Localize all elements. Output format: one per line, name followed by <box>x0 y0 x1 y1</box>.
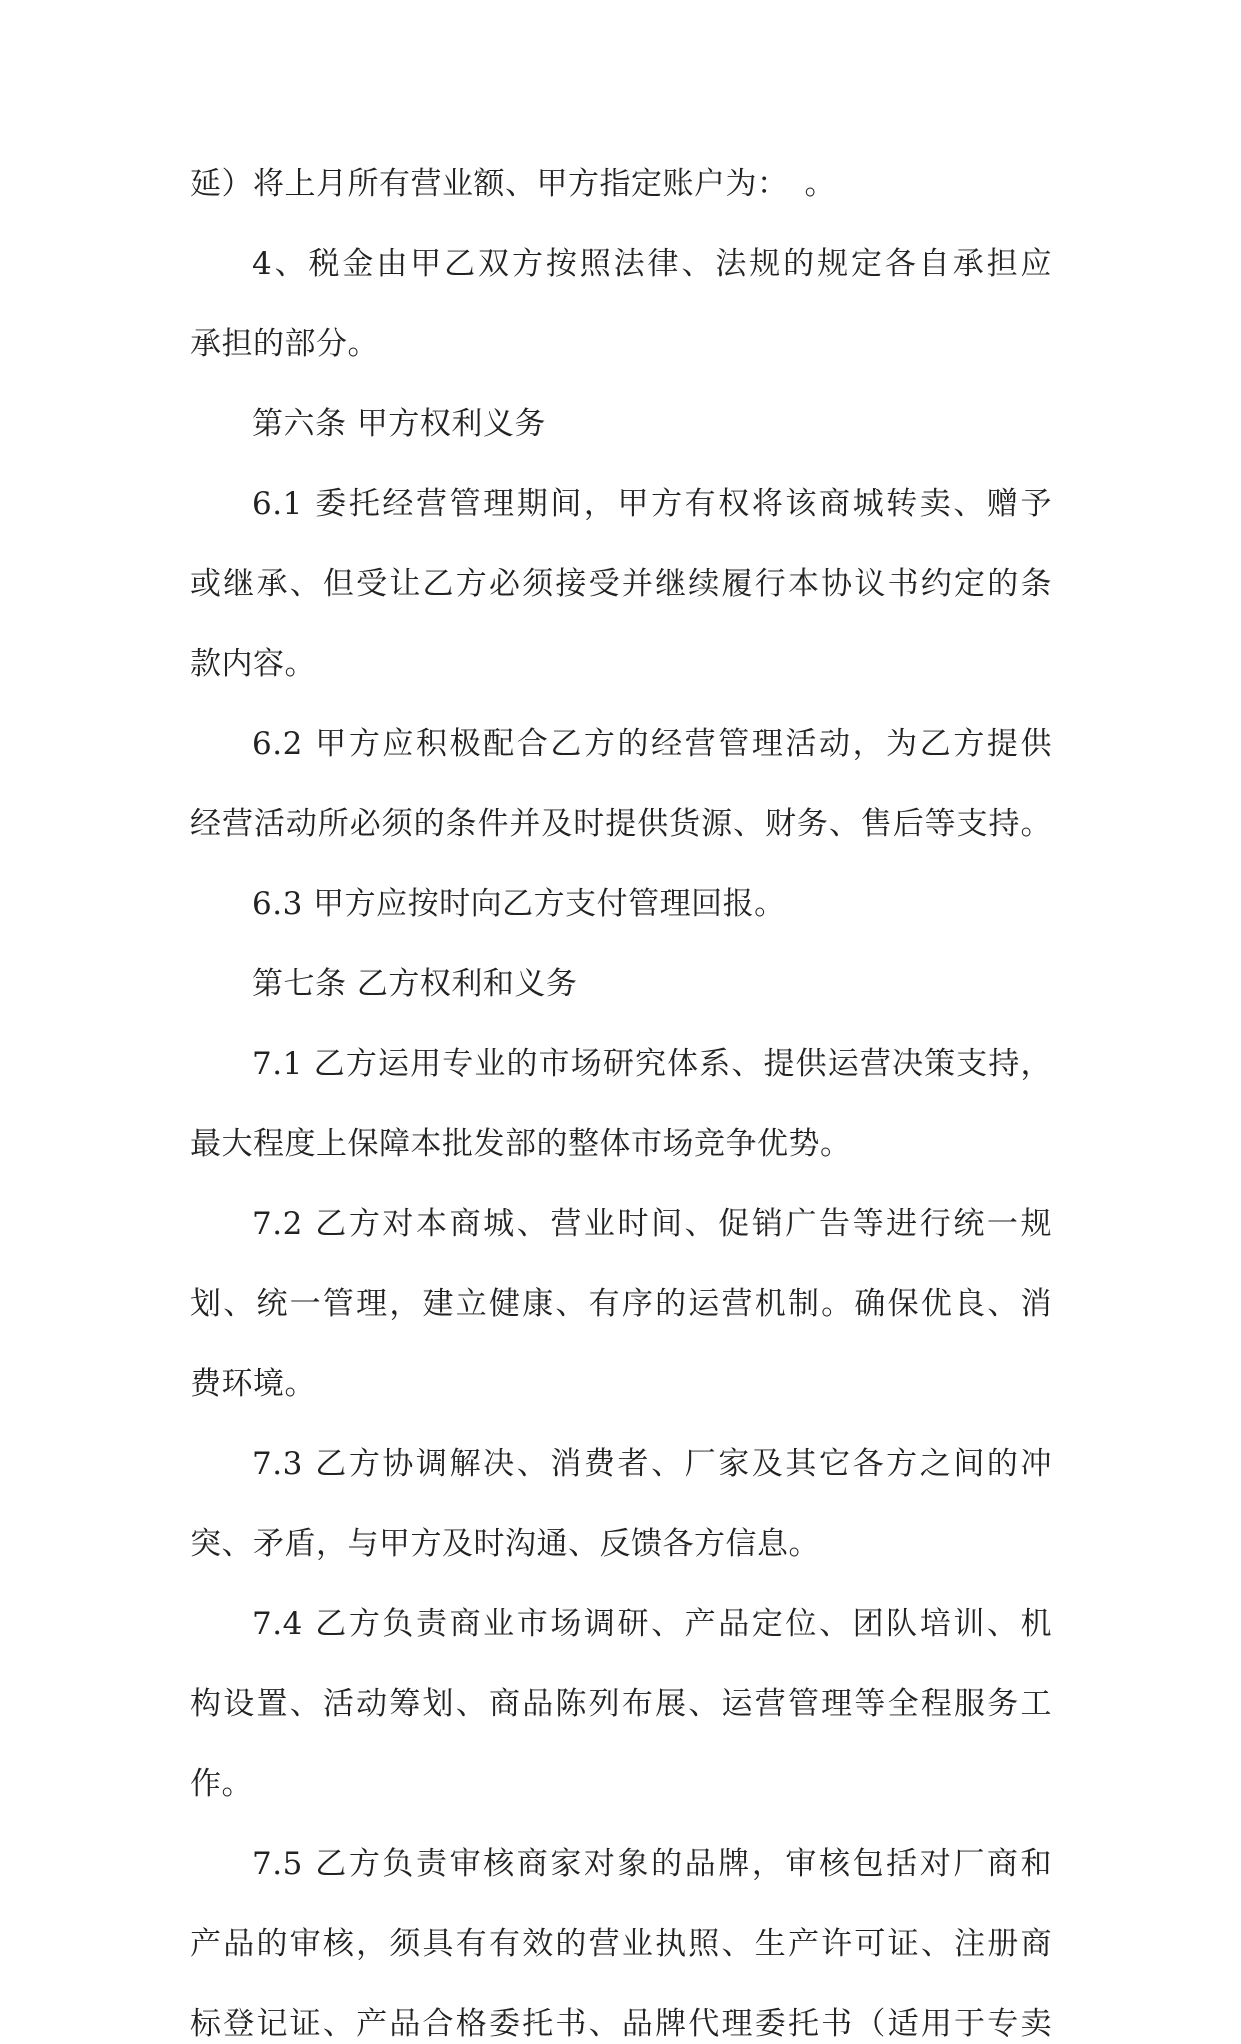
document-body <box>190 164 1052 2044</box>
text-line: 款内容。 <box>190 646 316 682</box>
text-line: 费环境。 <box>190 1366 316 1402</box>
text-line: 突、矛盾，与甲方及时沟通、反馈各方信息。 <box>190 1526 820 1562</box>
text-line: 作。 <box>190 1766 253 1802</box>
text-line: 划、统一管理，建立健康、有序的运营机制。确保优良、消 <box>190 1286 1052 1322</box>
text-line: 标登记证、产品合格委托书、品牌代理委托书（适用于专卖 <box>190 2006 1052 2042</box>
paragraph-first-line: 6.3 甲方应按时向乙方支付管理回报。 <box>252 886 786 922</box>
paragraph-first-line: 4、税金由甲乙双方按照法律、法规的规定各自承担应 <box>252 246 1052 282</box>
text-line: 构设置、活动筹划、商品陈列布展、运营管理等全程服务工 <box>190 1686 1052 1722</box>
text-line: 产品的审核，须具有有效的营业执照、生产许可证、注册商 <box>190 1926 1052 1962</box>
paragraph-first-line: 7.4 乙方负责商业市场调研、产品定位、团队培训、机 <box>252 1606 1052 1642</box>
section-heading: 第六条 甲方权利义务 <box>252 406 546 442</box>
paragraph-first-line: 7.2 乙方对本商城、营业时间、促销广告等进行统一规 <box>252 1206 1052 1242</box>
text-line: 最大程度上保障本批发部的整体市场竞争优势。 <box>190 1126 852 1162</box>
section-heading: 第七条 乙方权利和义务 <box>252 966 578 1002</box>
text-line: 延）将上月所有营业额、甲方指定账户为： 。 <box>190 166 836 202</box>
text-line: 承担的部分。 <box>190 326 379 362</box>
paragraph-first-line: 7.5 乙方负责审核商家对象的品牌，审核包括对厂商和 <box>252 1846 1052 1882</box>
text-line: 或继承、但受让乙方必须接受并继续履行本协议书约定的条 <box>190 566 1052 602</box>
paragraph-first-line: 7.1 乙方运用专业的市场研究体系、提供运营决策支持， <box>252 1046 1052 1082</box>
paragraph-first-line: 6.1 委托经营管理期间，甲方有权将该商城转卖、赠予 <box>252 486 1052 522</box>
paragraph-first-line: 7.3 乙方协调解决、消费者、厂家及其它各方之间的冲 <box>252 1446 1052 1482</box>
paragraph-first-line: 6.2 甲方应积极配合乙方的经营管理活动，为乙方提供 <box>252 726 1052 762</box>
text-line: 经营活动所必须的条件并及时提供货源、财务、售后等支持。 <box>190 806 1052 842</box>
